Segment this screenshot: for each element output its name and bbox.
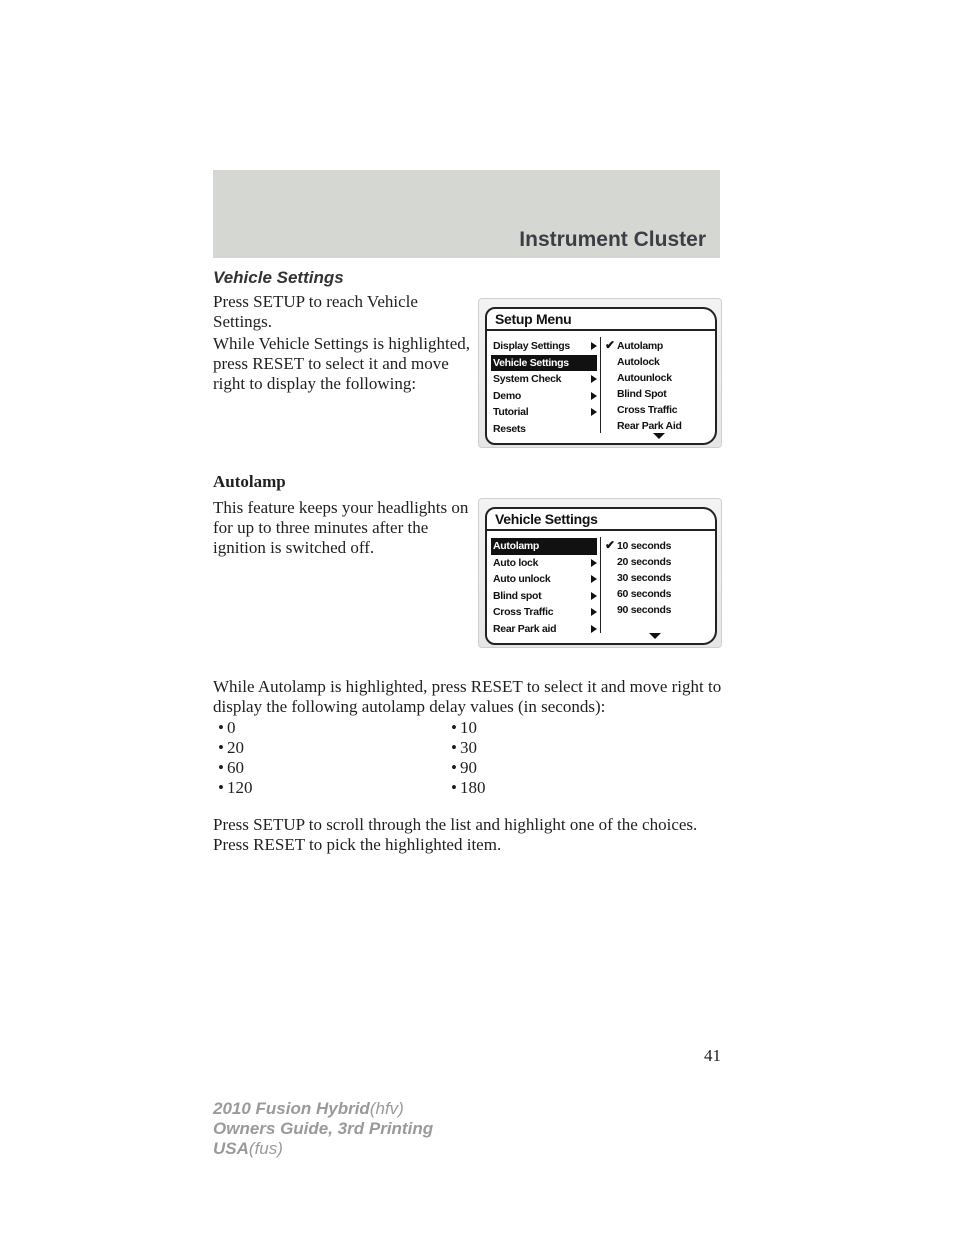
delay-value-item: • 0 xyxy=(218,718,451,738)
option-item[interactable] xyxy=(605,354,705,370)
footer-market-code: (fus) xyxy=(248,1139,283,1158)
delay-value-item: • 30 xyxy=(451,738,684,758)
option-item[interactable] xyxy=(605,538,705,554)
menu-item-label: Blind spot xyxy=(493,589,542,602)
menu-item-label: Auto unlock xyxy=(493,573,551,585)
autolamp-heading: Autolamp xyxy=(213,472,286,491)
footer-market: USA xyxy=(213,1139,249,1158)
option-label: Rear Park Aid xyxy=(617,420,682,432)
column-divider xyxy=(600,537,601,633)
option-item[interactable] xyxy=(605,570,705,586)
menu-item-label: Autolamp xyxy=(493,540,540,552)
autolamp-delay-options xyxy=(605,538,705,618)
scroll-down-icon xyxy=(653,433,665,439)
menu-item[interactable] xyxy=(491,388,597,405)
footer-guide: Owners Guide, 3rd Printing xyxy=(213,1119,434,1138)
menu-item-label: Auto lock xyxy=(493,556,539,569)
menu-item-label: Display Settings xyxy=(493,340,570,352)
option-item[interactable] xyxy=(605,418,705,434)
option-item[interactable] xyxy=(605,338,705,354)
column-divider xyxy=(600,337,601,433)
chevron-right-icon xyxy=(591,375,597,383)
delay-value-item: • 20 xyxy=(218,738,451,758)
chevron-right-icon xyxy=(591,408,597,416)
option-label: Autolamp xyxy=(617,340,664,352)
delay-value-item: • 10 xyxy=(451,718,684,738)
delay-value-item: • 120 xyxy=(218,778,451,798)
page-number: 41 xyxy=(704,1046,721,1065)
lcd-display xyxy=(485,507,717,645)
menu-item-label: Rear Park aid xyxy=(493,622,557,635)
chevron-right-icon xyxy=(591,592,597,600)
option-item[interactable] xyxy=(605,370,705,386)
menu-item[interactable] xyxy=(491,571,597,588)
menu-item[interactable] xyxy=(491,421,597,438)
scroll-down-icon xyxy=(649,633,661,639)
screen-title: Vehicle Settings xyxy=(495,511,598,527)
chevron-right-icon xyxy=(591,392,597,400)
checkmark-icon: ✔ xyxy=(605,538,615,552)
option-label: 10 seconds xyxy=(617,540,672,552)
menu-item-label: Tutorial xyxy=(493,406,529,418)
setup-menu-screen xyxy=(478,298,722,448)
option-label: Cross Traffic xyxy=(617,404,678,416)
lcd-display xyxy=(485,307,717,445)
option-item[interactable] xyxy=(605,602,705,618)
menu-item[interactable] xyxy=(491,621,597,638)
title-rule xyxy=(487,529,715,531)
menu-item[interactable] xyxy=(491,604,597,621)
option-item[interactable] xyxy=(605,554,705,570)
footer-model-code: (hfv) xyxy=(369,1099,404,1118)
menu-item-label: Cross Traffic xyxy=(493,606,554,618)
paragraph-autolamp-delay: While Autolamp is highlighted, press RESET to select it and move right to display the following autolamp delay values (in seconds): xyxy=(213,677,722,716)
vehicle-settings-screen xyxy=(478,498,722,648)
footer-model: 2010 Fusion Hybrid xyxy=(213,1099,370,1118)
vehicle-settings-options xyxy=(605,338,705,434)
option-item[interactable] xyxy=(605,402,705,418)
menu-item[interactable] xyxy=(491,588,597,605)
setup-menu-list xyxy=(491,338,597,437)
chapter-title: Instrument Cluster xyxy=(519,228,706,251)
option-label: Autolock xyxy=(617,356,660,368)
option-label: 30 seconds xyxy=(617,572,672,584)
menu-item[interactable] xyxy=(491,555,597,572)
delay-value-item: • 90 xyxy=(451,758,684,778)
menu-item-label: Demo xyxy=(493,389,521,402)
menu-item-label: Vehicle Settings xyxy=(493,356,569,369)
paragraph-scroll-instructions: Press SETUP to scroll through the list and highlight one of the choices. Press RESET to pick the highlighted item. xyxy=(213,815,698,854)
footer xyxy=(213,1099,433,1159)
chevron-right-icon xyxy=(591,559,597,567)
chevron-right-icon xyxy=(591,608,597,616)
menu-item[interactable] xyxy=(491,355,597,372)
menu-item[interactable] xyxy=(491,538,597,555)
delay-values-list xyxy=(218,718,718,798)
option-item[interactable] xyxy=(605,386,705,402)
menu-item-label: System Check xyxy=(493,373,562,385)
paragraph-autolamp: This feature keeps your headlights on for up to three minutes after the ignition is switched off. xyxy=(213,498,469,557)
option-label: 20 seconds xyxy=(617,556,672,568)
option-label: Blind Spot xyxy=(617,388,667,400)
title-rule xyxy=(487,329,715,331)
delay-value-item: • 180 xyxy=(451,778,684,798)
vehicle-settings-menu-list xyxy=(491,538,597,637)
option-label: Autounlock xyxy=(617,372,672,384)
header-band xyxy=(213,170,720,258)
paragraph-setup: Press SETUP to reach Vehicle Settings. xyxy=(213,292,418,331)
menu-item[interactable] xyxy=(491,404,597,421)
option-item[interactable] xyxy=(605,586,705,602)
chevron-right-icon xyxy=(591,575,597,583)
menu-item-label: Resets xyxy=(493,422,526,435)
delay-value-item: • 60 xyxy=(218,758,451,778)
option-label: 90 seconds xyxy=(617,604,672,616)
section-heading: Vehicle Settings xyxy=(213,268,344,287)
checkmark-icon: ✔ xyxy=(605,338,615,352)
menu-item[interactable] xyxy=(491,371,597,388)
screen-title: Setup Menu xyxy=(495,311,572,327)
chevron-right-icon xyxy=(591,342,597,350)
paragraph-vehicle-settings: While Vehicle Settings is highlighted, press RESET to select it and move right to display the following: xyxy=(213,334,471,393)
option-label: 60 seconds xyxy=(617,588,672,600)
menu-item[interactable] xyxy=(491,338,597,355)
chevron-right-icon xyxy=(591,625,597,633)
